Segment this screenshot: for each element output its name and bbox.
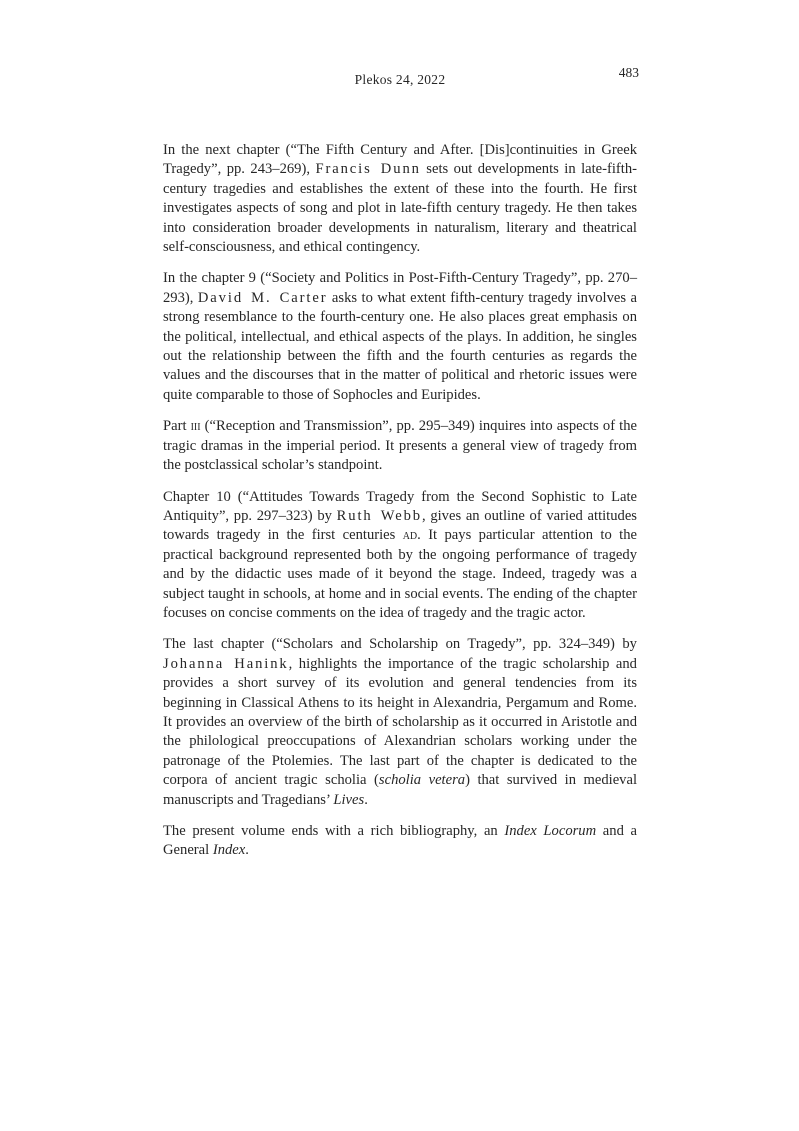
text-run: Lives	[333, 791, 365, 808]
body-paragraph	[163, 635, 641, 810]
text-run: In the chapter 9 (“Society and Politics in Post-Fifth-Century Tragedy”, pp. 270–293),	[163, 270, 637, 306]
running-head: Plekos 24, 2022	[354, 72, 446, 87]
text-run: iii	[190, 418, 201, 435]
text-run: ad	[402, 527, 418, 544]
text-run: Index Locorum	[504, 823, 597, 839]
text-run: .	[245, 842, 249, 859]
text-run: Part	[163, 418, 191, 435]
text-run: Ruth Webb	[336, 507, 422, 524]
text-run: In the next chapter (“The Fifth Century and After. [Dis]continuities in Greek Tragedy”, pp. 243–269),	[163, 142, 641, 178]
text-run: ) that survived in medieval manuscripts and Tragedians’	[163, 772, 641, 808]
text-run: The last chapter (“Scholars and Scholarship on Tragedy”, pp. 324–349) by	[163, 636, 641, 653]
body-paragraph	[163, 417, 641, 475]
text-run: , highlights the importance of the tragic scholarship and provides a short survey of its evolution and general tendencies from its beginning in Classical Athens to its height in Alexandria, Pergamum and Rome. It provides an overview of the birth of scholarship as it occurred in Aristotle and the philological preoccupations of Alexandrian scholars working under the patronage of the Ptolemies. The last part of the chapter is dedicated to the corpora of ancient tragic scholia (	[163, 655, 641, 789]
body-paragraph	[163, 822, 641, 861]
body-paragraph	[163, 269, 641, 405]
text-run: scholia vetera	[378, 772, 466, 789]
text-run: The present volume ends with a rich bibliography, an	[163, 823, 505, 839]
text-run: .	[364, 791, 368, 808]
text-run: . It pays particular attention to the practical background represented both by the ongoing performance of tragedy and by the didactic uses made of it beyond the stage. Indeed, tragedy was a subject taught in schools, at home and in social events. The ending of the chapter focuses on concise comments on the idea of tragedy and the tragic actor.	[163, 527, 641, 621]
text-run: sets out developments in late-fifth-century tragedies and establishes the extent of these into the fourth. He first investigates aspects of song and plot in late-fifth century tragedy. He then takes into consideration broader developments in naturalism, literary and theatrical self-consciousness, and ethical contingency.	[163, 161, 641, 256]
text-run: Index	[212, 842, 246, 859]
body-text	[163, 141, 641, 873]
text-run: Johanna Hanink	[163, 655, 289, 672]
text-run: Chapter 10 (“Attitudes Towards Tragedy from the Second Sophistic to Late Antiquity”, pp. 297–323) by	[163, 488, 640, 524]
text-run: and a General	[163, 823, 641, 859]
body-paragraph	[163, 488, 641, 624]
text-run: asks to what extent fifth-century tragedy involves a strong resemblance to the fourth-century one. He also places great emphasis on the political, intellectual, and ethical aspects of the plays. In addition, he singles out the relationship between the fifth and the fourth centuries as regards the values and the discourses that in the matter of political and rhetoric issues were quite comparable to those of Sophocles and Euripides.	[163, 289, 641, 403]
page-number: 483	[618, 65, 639, 80]
text-run: David M. Carter	[197, 289, 328, 306]
text-run: , gives an outline of varied attitudes towards tragedy in the first centuries	[163, 507, 641, 544]
text-run: Francis Dunn	[315, 161, 421, 178]
body-paragraph	[163, 141, 641, 257]
text-run: (“Reception and Transmission”, pp. 295–349) inquires into aspects of the tragic dramas in the imperial period. It presents a general view of tragedy from the postclassical scholar’s standpoint.	[163, 418, 641, 474]
